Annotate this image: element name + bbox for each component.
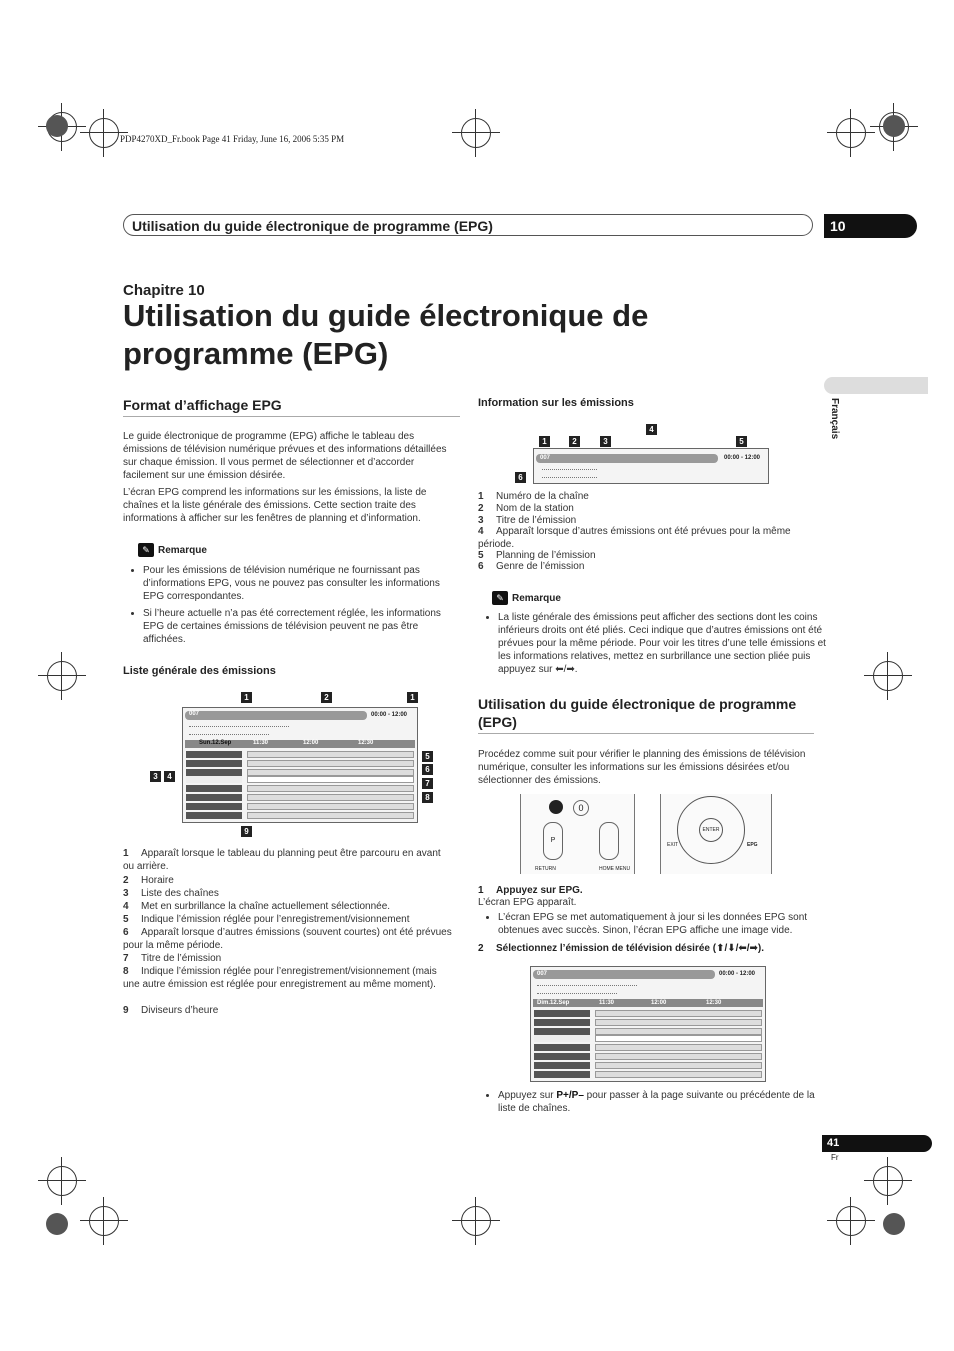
list-item [123, 887, 453, 900]
page-title: Utilisation du guide électronique de programme (EPG) [123, 298, 649, 371]
bullet-text-post: pour passer à la page suivante ou précédente de la liste de chaînes. [498, 1090, 815, 1114]
item-text: Planning de l’émission [496, 550, 596, 561]
channel-row [186, 812, 242, 819]
item-text: Liste des chaînes [141, 888, 219, 899]
list-item [123, 952, 453, 965]
channel-row [534, 1071, 590, 1078]
list-item [123, 900, 453, 913]
item-number: 4 [123, 901, 129, 912]
item-number: 5 [123, 914, 129, 925]
callout-3: 3 [600, 436, 611, 447]
program-row [595, 1010, 762, 1017]
program-row [247, 751, 414, 758]
program-row [595, 1044, 762, 1051]
callout-8: 8 [422, 792, 433, 803]
channel-row [186, 794, 242, 801]
list-item [123, 926, 453, 952]
item-text: Horaire [141, 875, 174, 886]
callout-1b: 1 [407, 692, 418, 703]
page-number: 41 [822, 1135, 932, 1152]
channel-row [534, 1028, 590, 1035]
info-bar [533, 970, 715, 979]
home-menu-label: HOME MENU [599, 866, 631, 872]
time-range: 00:00 - 12:00 [724, 455, 761, 461]
detail-line [189, 726, 289, 728]
program-row [247, 812, 414, 819]
callout-7: 7 [422, 778, 433, 789]
list-item: • La liste générale des émissions peut afficher des sections dont les coins inférieurs droits ont été pliés. Ceci indique que d’autres émissions ont été prévues pour la même période. Pour voir les titres d’une telle émissions et les informations relatives, mettez en surbrillance une section pliée puis appuyez sur ⬅/➡. [498, 611, 833, 676]
grid-time-3: 12:30 [706, 1000, 722, 1006]
channel-row [534, 1010, 590, 1017]
grid-time-1: 11:30 [253, 740, 269, 746]
item-number: 9 [123, 1005, 129, 1016]
epg-grid-figure [182, 707, 418, 823]
channel-number: 007 [189, 711, 200, 717]
use-paragraph: Procédez comme suit pour vérifier le planning des émissions de télévision numérique, consulter les informations sur les émissions désirées et/ou sélectionner des émissions. [478, 749, 806, 786]
step-title: Sélectionnez l’émission de télévision désirée (⬆/⬇/⬅/➡). [496, 943, 765, 954]
item-text: Titre de l’émission [141, 953, 222, 964]
callout-5: 5 [422, 751, 433, 762]
section-rule [123, 416, 460, 417]
grid-time-3: 12:30 [358, 740, 374, 746]
note-label: Remarque [512, 593, 561, 604]
step-1-sub: L’écran EPG apparaît. [478, 897, 577, 908]
step-number: 2 [478, 943, 484, 954]
channel-row [534, 1053, 590, 1060]
return-label: RETURN [535, 866, 556, 872]
item-number: 3 [478, 515, 484, 526]
enter-label: ENTER [702, 827, 720, 833]
channel-row [186, 776, 242, 783]
program-row [247, 760, 414, 767]
channel-row [534, 1019, 590, 1026]
callout-6: 6 [422, 764, 433, 775]
item-number: 5 [478, 550, 484, 561]
list-item [123, 847, 453, 873]
channel-row [534, 1044, 590, 1051]
step-1 [478, 885, 583, 896]
program-row [595, 1062, 762, 1069]
callout-5: 5 [736, 436, 747, 447]
info-bar [185, 711, 367, 720]
program-row [595, 1035, 762, 1042]
running-header: Utilisation du guide électronique de programme (EPG) [123, 214, 813, 236]
callout-1: 1 [241, 692, 252, 703]
note-label: Remarque [158, 545, 207, 556]
grid-time-2: 12:00 [651, 1000, 667, 1006]
final-bullet-list [480, 1089, 833, 1119]
registration-disc-icon [883, 115, 905, 137]
item-text: Indique l’émission réglée pour l’enregistrement/visionnement (mais une autre émission est réglée pour enregistrement au même moment). [123, 966, 437, 990]
enter-key [699, 818, 723, 842]
item-text: Diviseurs d’heure [141, 1005, 219, 1016]
p-label: P [550, 837, 556, 844]
item-number: 1 [123, 848, 129, 859]
detail-line [537, 993, 617, 995]
item-number: 6 [123, 927, 129, 938]
grid-date: Sun.12.Sep [199, 740, 232, 746]
crop-mark-icon [47, 661, 77, 691]
intro-paragraph: Le guide électronique de programme (EPG) affiche le tableau des émissions de télévision numérique prévues et des informations détaillées sur chaque émission. Il vous permet de sélectionner et d’accorder facilement sur une émission désirée. [123, 431, 447, 481]
list-item: • L’écran EPG se met automatiquement à jour si les données EPG sont obtenues avec succès. Sinon, l’écran EPG affiche une image vide. [498, 911, 833, 937]
list-item: • Pour les émissions de télévision numérique ne fournissant pas d’informations EPG, vous ne pouvez pas consulter les informations EPG correspondantes. [143, 564, 463, 603]
list-item [123, 874, 453, 887]
item-text: Met en surbrillance la chaîne actuellement sélectionnée. [141, 901, 391, 912]
step-1-bullets [480, 911, 833, 941]
callout-4: 4 [646, 424, 657, 435]
list-item: • Si l’heure actuelle n’a pas été correctement réglée, les informations EPG de certaines émissions de télévision peuvent ne pas être affichées. [143, 607, 463, 646]
info-bar [536, 454, 718, 463]
grid-time-2: 12:00 [303, 740, 319, 746]
callout-2: 2 [321, 692, 332, 703]
registration-disc-icon [46, 115, 68, 137]
program-row [247, 776, 414, 783]
remote-left-figure [520, 794, 635, 874]
crop-mark-icon [836, 1206, 866, 1236]
channel-number: 007 [537, 971, 548, 977]
note-list [480, 611, 833, 680]
crop-mark-icon [461, 1206, 491, 1236]
detail-line [542, 477, 597, 479]
callout-9: 9 [241, 826, 252, 837]
info-title: Information sur les émissions [478, 397, 634, 409]
item-number: 6 [478, 561, 484, 572]
time-range: 00:00 - 12:00 [719, 971, 756, 977]
registration-disc-icon [46, 1213, 68, 1235]
grid-time-1: 11:30 [599, 1000, 615, 1006]
channel-row [186, 785, 242, 792]
chapter-label: Chapitre 10 [123, 282, 205, 299]
info-figure [533, 448, 769, 484]
crop-mark-icon [47, 1166, 77, 1196]
step-title: Appuyez sur EPG. [496, 885, 583, 896]
bullet-text-pre: Appuyez sur [498, 1090, 557, 1101]
item-number: 3 [123, 888, 129, 899]
list-item [123, 965, 453, 991]
section-title-format: Format d’affichage EPG [123, 397, 282, 413]
remote-right-figure [660, 794, 772, 874]
note-icon: ✎ [138, 543, 154, 557]
program-row [595, 1019, 762, 1026]
section-title-use: Utilisation du guide électronique de programme (EPG) [478, 696, 797, 730]
program-row [247, 794, 414, 801]
zero-key [573, 800, 589, 816]
channel-rocker [543, 822, 563, 860]
bullet-key: P+/P– [556, 1090, 584, 1101]
time-range: 00:00 - 12:00 [371, 712, 408, 718]
program-row [247, 785, 414, 792]
crop-mark-icon [89, 118, 119, 148]
item-number: 4 [478, 526, 484, 537]
program-row [247, 803, 414, 810]
channel-number: 007 [540, 455, 551, 461]
crop-mark-icon [461, 118, 491, 148]
zero-key-label: 0 [578, 803, 584, 813]
epg-key-icon [549, 800, 563, 814]
channel-row [186, 760, 242, 767]
registration-disc-icon [883, 1213, 905, 1235]
list-item [123, 913, 453, 926]
callout-4: 4 [164, 771, 175, 782]
item-text: Genre de l’émission [496, 561, 585, 572]
detail-line [537, 985, 637, 987]
channel-row [534, 1062, 590, 1069]
program-row [595, 1071, 762, 1078]
epg-screen [530, 966, 766, 1082]
callout-3: 3 [150, 771, 161, 782]
channel-row [186, 803, 242, 810]
epg-label: EPG [747, 842, 758, 848]
crop-mark-icon [89, 1206, 119, 1236]
section-rule [478, 733, 814, 734]
detail-line [189, 734, 269, 736]
channel-row [534, 1035, 590, 1042]
item-number: 2 [478, 503, 484, 514]
item-text: Nom de la station [496, 503, 574, 514]
item-text: Apparaît lorsque d’autres émissions ont été prévues pour la même période. [478, 526, 791, 550]
grid-date: Dim.12.Sep [537, 1000, 570, 1006]
exit-label: EXIT [667, 842, 679, 848]
list-item [478, 525, 813, 551]
item-text: Titre de l’émission [496, 515, 577, 526]
callout-2: 2 [569, 436, 580, 447]
channel-row [186, 769, 242, 776]
volume-rocker [599, 822, 619, 860]
note-list [125, 564, 463, 650]
item-text: Apparaît lorsque le tableau du planning peut être parcouru en avant ou arrière. [123, 848, 441, 872]
crop-mark-icon [836, 118, 866, 148]
item-text: Apparaît lorsque d’autres émissions (souvent courtes) ont été prévues pour la même période. [123, 927, 452, 951]
list-item [498, 1089, 833, 1115]
subsection-title-list: Liste générale des émissions [123, 665, 276, 677]
language-label: Français [829, 398, 840, 440]
program-row [595, 1053, 762, 1060]
program-row [247, 769, 414, 776]
intro-paragraph-2: L’écran EPG comprend les informations sur les émissions, la liste de chaînes et la liste générale des émissions. Cette section traite des informations à afficher sur les fenêtres de planning et d’information. [123, 487, 427, 524]
step-2 [478, 943, 764, 954]
program-row [595, 1028, 762, 1035]
language-tab [824, 377, 928, 394]
item-text: Numéro de la chaîne [496, 491, 589, 502]
chapter-number-badge: 10 [824, 214, 917, 238]
step-number: 1 [478, 885, 484, 896]
list-item [478, 560, 813, 573]
note-icon: ✎ [492, 591, 508, 605]
crop-mark-icon [873, 1166, 903, 1196]
page-lang: Fr [831, 1153, 839, 1162]
crop-mark-icon [873, 661, 903, 691]
book-line: PDP4270XD_Fr.book Page 41 Friday, June 16, 2006 5:35 PM [120, 134, 345, 144]
list-item [123, 1004, 453, 1017]
item-number: 7 [123, 953, 129, 964]
item-number: 2 [123, 875, 129, 886]
item-number: 8 [123, 966, 129, 977]
callout-6: 6 [515, 472, 526, 483]
item-text: Indique l’émission réglée pour l’enregistrement/visionnement [141, 914, 410, 925]
item-number: 1 [478, 491, 484, 502]
callout-1: 1 [539, 436, 550, 447]
detail-line [542, 469, 597, 471]
channel-row [186, 751, 242, 758]
